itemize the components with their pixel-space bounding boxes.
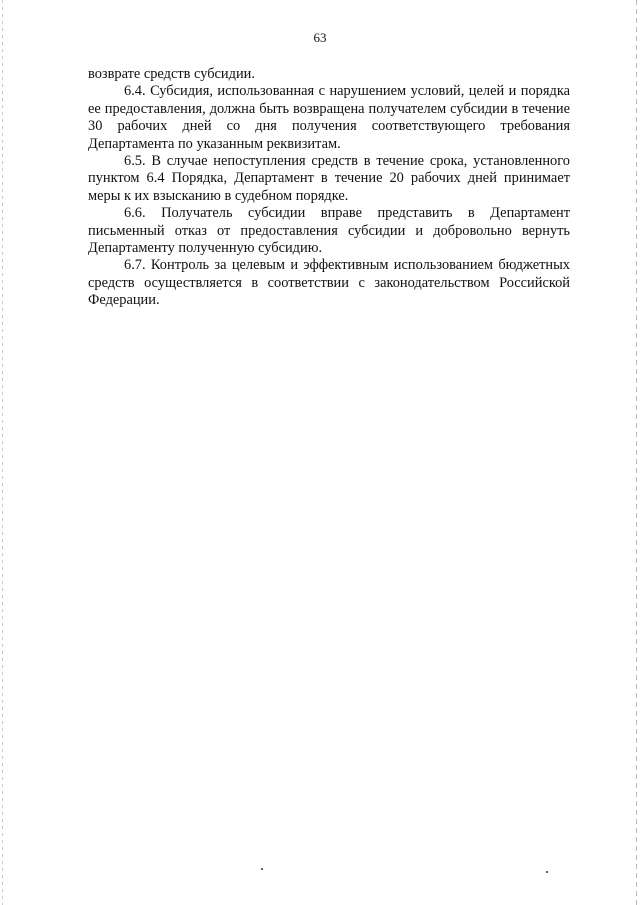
document-body (88, 66, 570, 310)
scan-edge-left (2, 0, 3, 905)
paragraph-text: Контроль за целевым и эффективным использованием бюджетных средств осуществляется в соответствии с законодательством Российской Федерации. (88, 257, 570, 309)
paragraph-number: 6.6. (124, 205, 146, 222)
paragraph-6-6 (88, 205, 570, 257)
scan-speck (546, 871, 548, 873)
paragraph-continuation (88, 66, 570, 83)
paragraph-number: 6.7. (124, 257, 146, 274)
paragraph-text: Получатель субсидии вправе представить в Департамент письменный отказ от предоставления субсидии и добровольно вернуть Департаменту полученную субсидию. (88, 205, 570, 257)
paragraph-text: В случае непоступления средств в течение срока, установленного пунктом 6.4 Порядка, Департамент в течение 20 рабочих дней принимает меры к их взысканию в судебном порядке. (88, 153, 570, 204)
paragraph-6-5 (88, 153, 570, 205)
paragraph-text: возврате средств субсидии. (88, 66, 255, 82)
paragraph-number: 6.5. (124, 153, 146, 170)
page-number: 63 (313, 30, 327, 45)
paragraph-text: Субсидия, использованная с нарушением условий, целей и порядка ее предоставления, должна быть возвращена получателем субсидии в течение 30 рабочих дней со дня получения соответствующего требования Департамента по указанным реквизитам. (88, 83, 570, 152)
scan-edge-right (636, 0, 637, 905)
paragraph-6-7 (88, 257, 570, 309)
scan-speck (261, 868, 263, 870)
paragraph-6-4 (88, 83, 570, 153)
paragraph-number: 6.4. (124, 83, 146, 100)
